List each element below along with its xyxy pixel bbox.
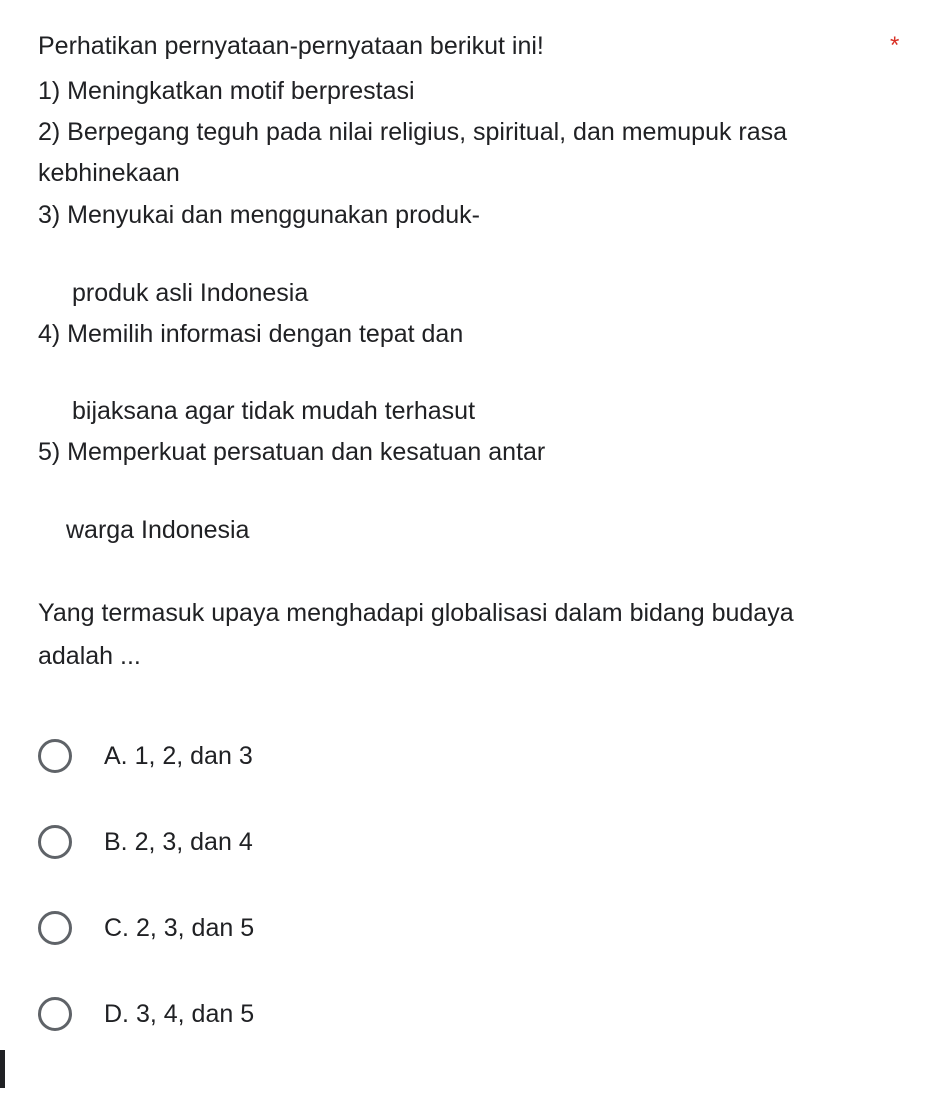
left-edge-indicator [0, 1050, 5, 1088]
question-prompt: Yang termasuk upaya menghadapi globalisasi dalam bidang budaya [38, 599, 794, 627]
radio-button-icon[interactable] [38, 911, 72, 945]
question-intro: Perhatikan pernyataan-pernyataan berikut ini! [38, 32, 544, 60]
statement-5: 5) Memperkuat persatuan dan kesatuan antar [38, 438, 546, 466]
option-d-label: D. 3, 4, dan 5 [104, 999, 255, 1028]
option-a[interactable] [38, 734, 538, 778]
statement-3-continued: produk asli Indonesia [72, 279, 309, 307]
statement-3: 3) Menyukai dan menggunakan produk- [38, 201, 480, 229]
option-c[interactable] [38, 906, 538, 950]
radio-button-icon[interactable] [38, 739, 72, 773]
radio-button-icon[interactable] [38, 825, 72, 859]
option-d[interactable] [38, 992, 538, 1036]
statement-4: 4) Memilih informasi dengan tepat dan [38, 320, 464, 348]
statement-2-continued: kebhinekaan [38, 159, 180, 187]
required-asterisk: * [890, 32, 900, 59]
option-b-label: B. 2, 3, dan 4 [104, 827, 253, 856]
question-prompt-continued: adalah ... [38, 642, 141, 670]
statement-2: 2) Berpegang teguh pada nilai religius, spiritual, dan memupuk rasa [38, 118, 788, 146]
statement-1: 1) Meningkatkan motif berprestasi [38, 77, 415, 105]
statement-4-continued: bijaksana agar tidak mudah terhasut [72, 397, 476, 425]
option-b[interactable] [38, 820, 538, 864]
radio-button-icon[interactable] [38, 997, 72, 1031]
statement-5-continued: warga Indonesia [66, 516, 250, 544]
option-a-label: A. 1, 2, dan 3 [104, 741, 253, 770]
option-c-label: C. 2, 3, dan 5 [104, 913, 255, 942]
